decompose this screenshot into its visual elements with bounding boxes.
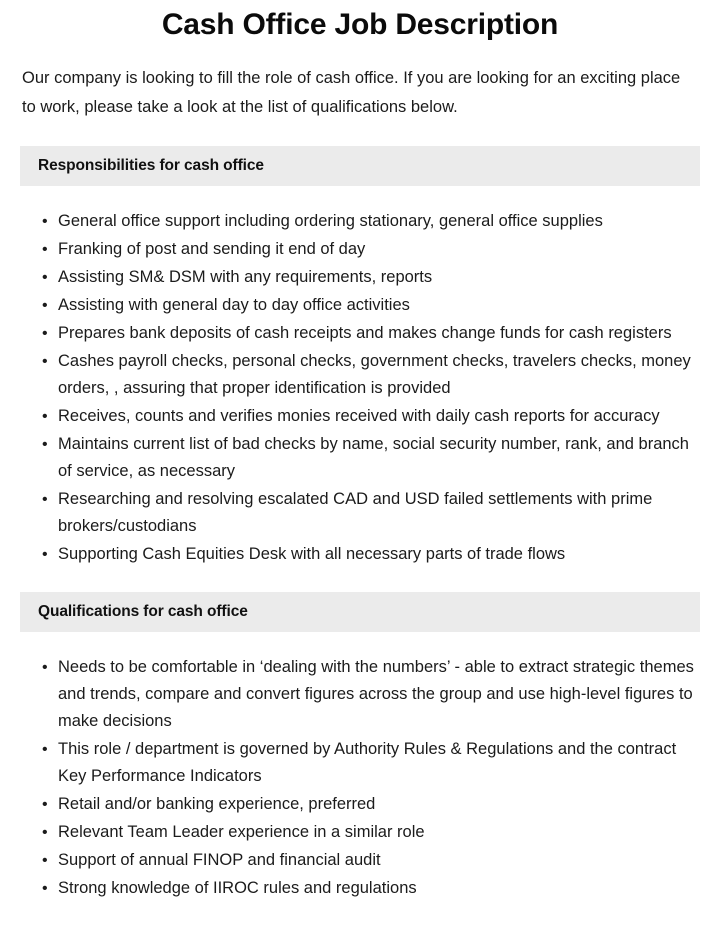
section-heading-label: Responsibilities for cash office xyxy=(38,157,264,174)
section-header-qualifications xyxy=(20,592,700,632)
section-header-responsibilities xyxy=(20,146,700,186)
list-item: • Maintains current list of bad checks by name, social security number, rank, and branch of service, as necessary xyxy=(20,431,700,485)
list-item: • General office support including ordering stationary, general office supplies xyxy=(20,208,700,235)
section-qualifications xyxy=(20,592,700,902)
list-item: • Assisting with general day to day office activities xyxy=(20,292,700,319)
list-item: • Strong knowledge of IIROC rules and regulations xyxy=(20,875,700,902)
section-heading-label: Qualifications for cash office xyxy=(38,603,248,620)
list-item: • Needs to be comfortable in ‘dealing with the numbers’ - able to extract strategic themes and trends, compare and convert figures across the group and use high-level figures to make decisions xyxy=(20,654,700,735)
intro-paragraph: Our company is looking to fill the role of cash office. If you are looking for an exciting place to work, please take a look at the list of qualifications below. xyxy=(22,69,681,116)
list-item: • Assisting SM& DSM with any requirements, reports xyxy=(20,264,700,291)
list-item: • Prepares bank deposits of cash receipts and makes change funds for cash registers xyxy=(20,320,700,347)
page-title: Cash Office Job Description xyxy=(161,8,559,41)
list-item: • Supporting Cash Equities Desk with all necessary parts of trade flows xyxy=(20,541,700,568)
list-item: • Receives, counts and verifies monies received with daily cash reports for accuracy xyxy=(20,403,700,430)
section-responsibilities xyxy=(20,146,700,568)
list-item: • Cashes payroll checks, personal checks, government checks, travelers checks, money orders, , assuring that proper identification is provided xyxy=(20,348,700,402)
list-item: • Franking of post and sending it end of day xyxy=(20,236,700,263)
list-item: • This role / department is governed by Authority Rules & Regulations and the contract Key Performance Indicators xyxy=(20,736,700,790)
list-item: • Relevant Team Leader experience in a similar role xyxy=(20,819,700,846)
list-item: • Retail and/or banking experience, preferred xyxy=(20,791,700,818)
list-item: • Support of annual FINOP and financial audit xyxy=(20,847,700,874)
list-item: • Researching and resolving escalated CAD and USD failed settlements with prime brokers/custodians xyxy=(20,486,700,540)
responsibilities-list xyxy=(20,208,700,568)
qualifications-list xyxy=(20,654,700,902)
